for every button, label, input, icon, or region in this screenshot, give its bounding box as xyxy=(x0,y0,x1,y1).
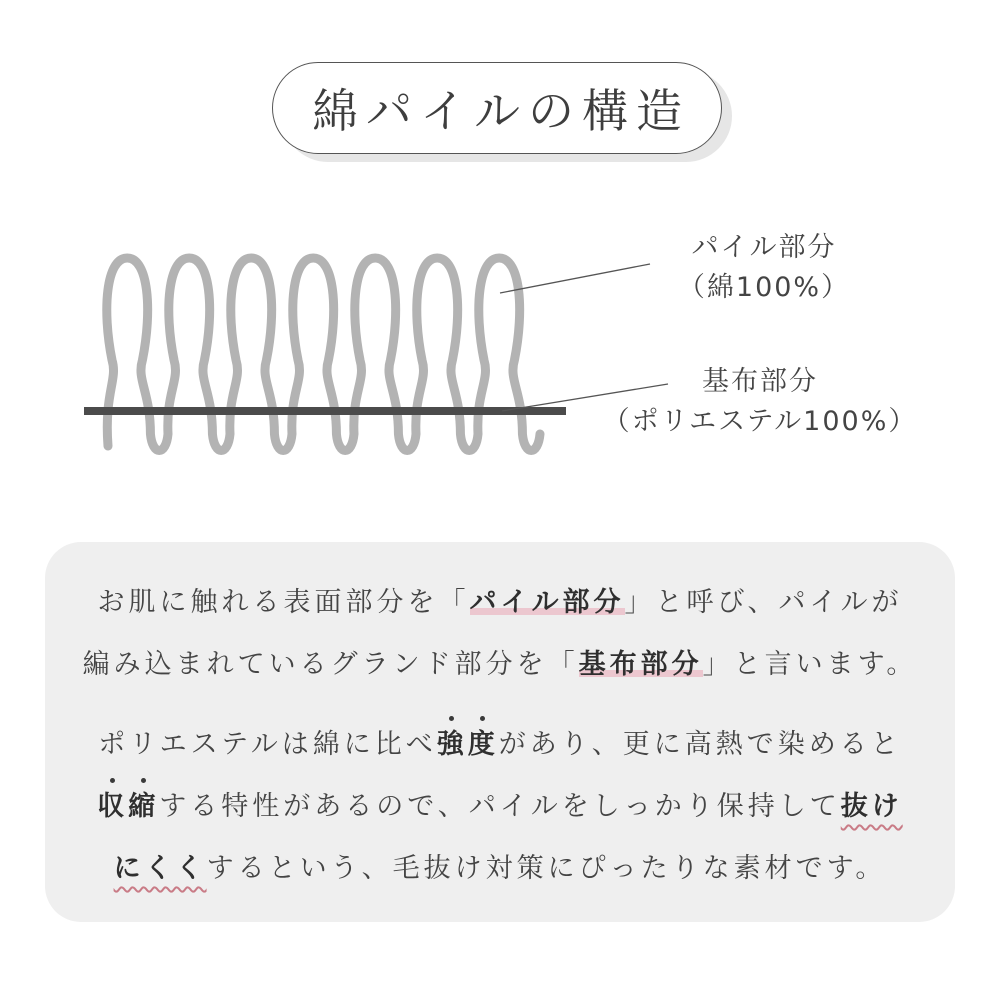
text-segment: お肌に触れる表面部分を「 xyxy=(97,587,470,618)
wavy-emphasis-1: 抜け xyxy=(840,791,903,822)
pile-label xyxy=(664,228,864,308)
paragraph-1-line-2 xyxy=(0,634,1000,696)
pile-leader-line xyxy=(500,264,650,293)
paragraph-2-line-3 xyxy=(0,838,1000,900)
emphasis-shrink-1: 収 xyxy=(97,776,128,838)
base-label-material: （ポリエステル100%） xyxy=(602,406,918,437)
paragraph-2-line-2 xyxy=(0,776,1000,838)
emphasis-strength-1: 強 xyxy=(437,714,468,776)
text-segment: ポリエステルは綿に比べ xyxy=(98,729,437,760)
wavy-emphasis-2: にくく xyxy=(113,853,207,884)
text-segment: があり、更に高熱で染めると xyxy=(498,729,902,760)
highlight-pile: パイル部分 xyxy=(469,587,625,618)
pile-label-material: （綿100%） xyxy=(677,272,851,303)
pile-loops xyxy=(107,258,540,451)
base-label xyxy=(590,362,930,442)
text-segment: 」と呼び、パイルが xyxy=(624,587,903,618)
base-label-name: 基布部分 xyxy=(702,366,818,397)
highlight-base: 基布部分 xyxy=(578,649,703,680)
emphasis-shrink-2: 縮 xyxy=(128,776,159,838)
paragraph-2 xyxy=(0,714,1000,900)
pile-label-name: パイル部分 xyxy=(691,232,837,263)
text-segment: するという、毛抜け対策にぴったりな素材です。 xyxy=(206,853,887,884)
paragraph-2-line-1 xyxy=(0,714,1000,776)
text-segment: する特性があるので、パイルをしっかり保持して xyxy=(159,791,841,822)
page-title: 綿パイルの構造 xyxy=(312,84,690,138)
text-segment: 」と言います。 xyxy=(702,649,918,680)
paragraph-1-line-1 xyxy=(0,572,1000,634)
text-segment: 編み込まれているグランド部分を「 xyxy=(82,649,579,680)
emphasis-strength-2: 度 xyxy=(468,714,499,776)
paragraph-1 xyxy=(0,572,1000,696)
